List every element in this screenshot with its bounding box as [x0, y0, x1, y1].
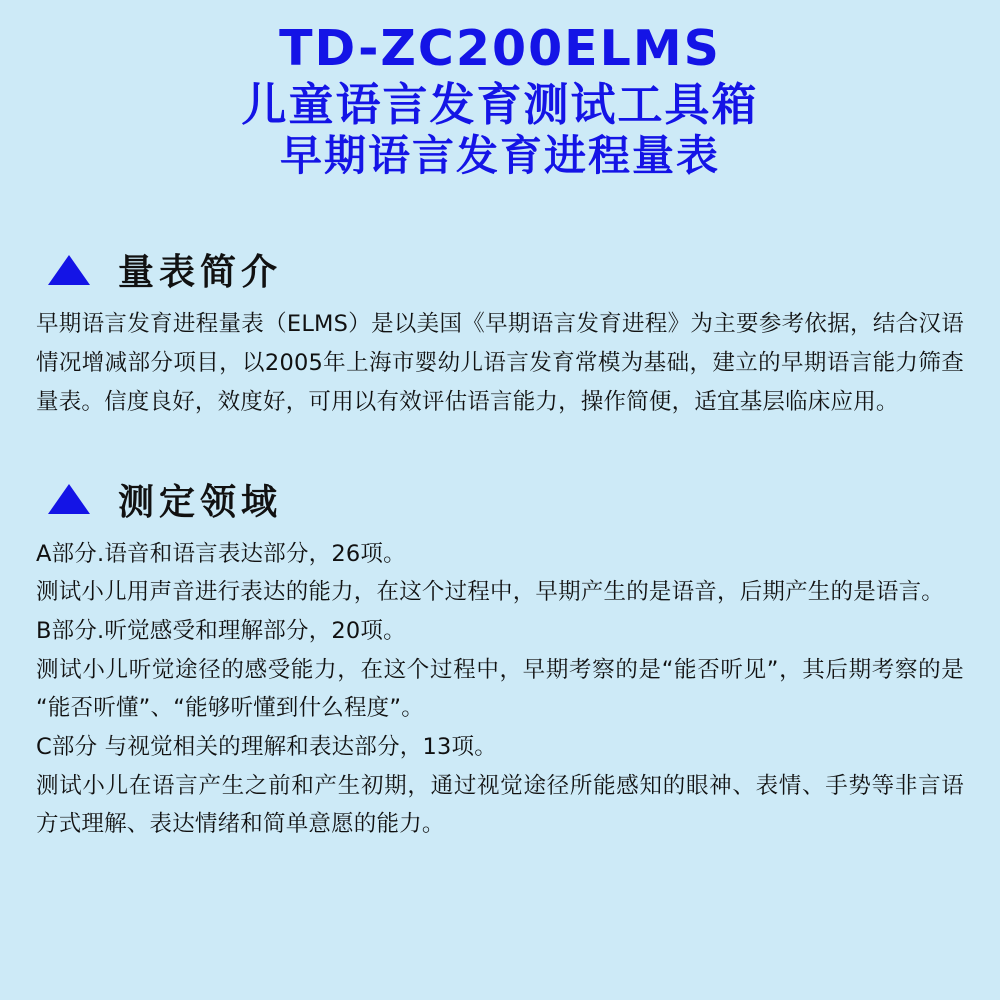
document-header	[0, 0, 1000, 180]
section-heading	[36, 244, 964, 295]
paragraph-part-c-desc: 测试小儿在语言产生之前和产生初期，通过视觉途径所能感知的眼神、表情、手势等非言语方式理解、表达情绪和简单意愿的能力。	[36, 772, 964, 838]
section-title: 测定领域	[118, 481, 283, 523]
product-subtitle: 早期语言发育进程量表	[279, 130, 720, 180]
section-heading	[36, 474, 964, 525]
product-name: 儿童语言发育测试工具箱	[241, 77, 759, 131]
section-body	[36, 535, 964, 845]
paragraph-part-a-desc: 测试小儿用声音进行表达的能力，在这个过程中，早期产生的是语音，后期产生的是语言。	[36, 579, 945, 606]
document-content	[0, 244, 1000, 844]
section-measurement-domains	[36, 474, 964, 845]
paragraph-part-b-desc: 测试小儿听觉途径的感受能力，在这个过程中，早期考察的是“能否听见”，其后期考察的是“能否听懂”、“能够听懂到什么程度”。	[36, 656, 964, 722]
triangle-bullet-icon	[48, 484, 90, 514]
paragraph-part-a-title: A部分.语音和语言表达部分，26项。	[36, 540, 406, 567]
section-title: 量表简介	[118, 252, 283, 294]
paragraph-part-c-title: C部分 与视觉相关的理解和表达部分，13项。	[36, 733, 497, 760]
paragraph-part-b-title: B部分.听觉感受和理解部分，20项。	[36, 617, 406, 644]
section-body	[36, 305, 964, 421]
paragraph: 早期语言发育进程量表（ELMS）是以美国《早期语言发育进程》为主要参考依据，结合汉语情况增减部分项目，以2005年上海市婴幼儿语言发育常模为基础，建立的早期语言能力筛查量表。信度良好，效度好，可用以有效评估语言能力，操作简便，适宜基层临床应用。	[36, 311, 964, 415]
section-scale-intro	[36, 244, 964, 421]
triangle-bullet-icon	[48, 255, 90, 285]
product-model: TD-ZC200ELMS	[279, 20, 721, 77]
